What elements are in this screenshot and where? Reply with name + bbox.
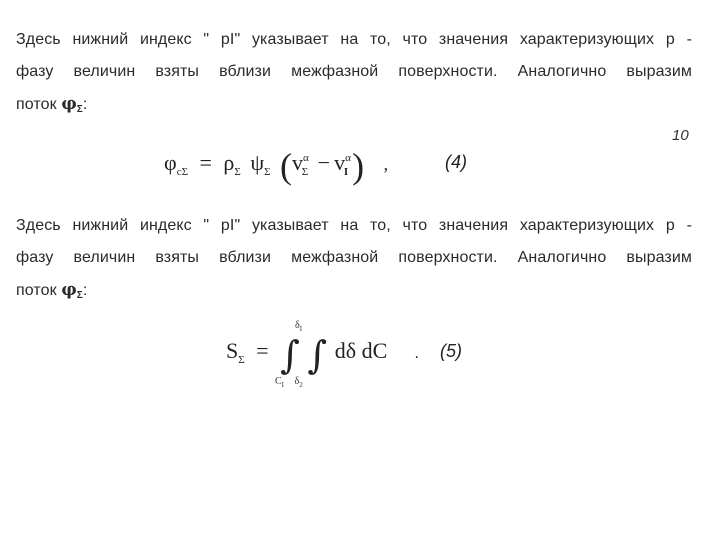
eq4-rho-sub: Σ: [234, 166, 241, 178]
eq4-comma: ,: [383, 154, 389, 174]
eq4-close-paren: ): [352, 146, 365, 186]
flux-word: поток: [16, 282, 57, 299]
equation-5-label: (5): [440, 341, 462, 361]
eq4-v1-sub: Σ: [301, 166, 309, 178]
phi-symbol: φ: [61, 280, 77, 300]
eq5-period: .: [414, 345, 419, 362]
equation-5: [226, 333, 419, 377]
paragraph-2: [16, 214, 692, 302]
equation-4-label: (4): [445, 152, 467, 172]
eq5-integrand: dδ dC: [334, 338, 388, 363]
eq4-phi-sub: cΣ: [176, 166, 188, 178]
paragraph-1-line-2: фазу величин взяты вблизи межфазной поверхности. Аналогично выразим: [16, 63, 692, 80]
equation-4: [164, 148, 388, 184]
eq4-equals: =: [199, 150, 212, 175]
paragraph-1: [16, 28, 692, 116]
paragraph-1-line-3: [16, 92, 692, 116]
eq5-s: S: [226, 338, 239, 363]
outer-integral-icon: ∫: [280, 333, 300, 377]
eq5-s-sub: Σ: [238, 354, 245, 366]
upper-limit-sub: I: [299, 325, 303, 333]
eq4-v1-sup: α: [303, 152, 309, 164]
paragraph-2-line-1: Здесь нижний индекс " pI" указывает на то, что значения характеризующих p -: [16, 217, 692, 234]
eq5-equals: =: [256, 338, 269, 363]
eq4-minus: −: [317, 150, 331, 175]
eq4-v2: v: [334, 150, 346, 175]
flux-word: поток: [16, 96, 57, 113]
lower-limit-1: C: [275, 376, 282, 387]
eq5-lower-limits: [275, 376, 303, 389]
lower-limit-2: δ: [294, 376, 300, 387]
eq4-psi: ψ: [250, 150, 265, 175]
phi-symbol: φ: [61, 94, 77, 114]
phi-subscript: Σ: [76, 104, 83, 115]
colon: :: [82, 282, 88, 299]
paragraph-2-line-2: фазу величин взяты вблизи межфазной поверхности. Аналогично выразим: [16, 249, 692, 266]
colon: :: [82, 96, 88, 113]
page-number: 10: [672, 127, 689, 144]
upper-limit-symbol: δ: [295, 320, 300, 331]
lower-limit-1-sub: I: [281, 381, 285, 389]
eq4-phi: φ: [164, 150, 177, 175]
eq4-rho: ρ: [223, 150, 235, 175]
paragraph-1-line-1: Здесь нижний индекс " pI" указывает на то, что значения характеризующих p -: [16, 31, 692, 48]
paragraph-2-line-3: [16, 278, 692, 302]
lower-limit-2-sub: 2: [299, 381, 303, 389]
eq4-open-paren: (: [280, 146, 292, 186]
eq4-psi-sub: Σ: [264, 166, 271, 178]
eq4-v1: v: [292, 150, 303, 175]
eq4-v2-sub: I: [343, 166, 349, 178]
phi-subscript: Σ: [76, 290, 83, 301]
eq5-upper-limit: [295, 320, 302, 333]
eq4-v2-sup: α: [345, 152, 351, 164]
inner-integral-icon: ∫: [307, 333, 328, 377]
